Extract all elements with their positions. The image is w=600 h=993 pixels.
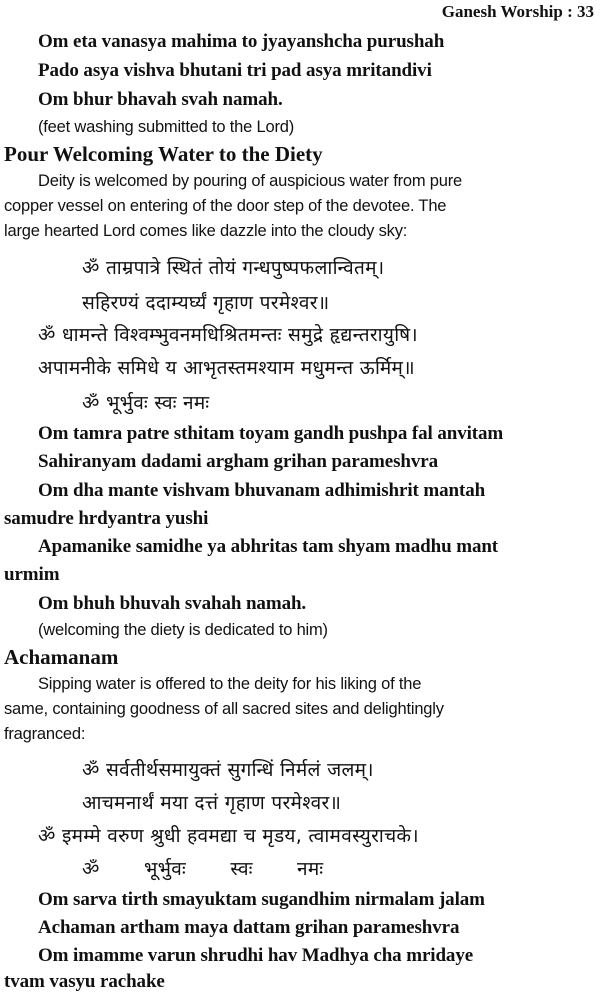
- sanskrit-line: सहिरण्यं ददाम्यर्घ्यं गृहाण परमेश्वर॥: [82, 292, 330, 314]
- sanskrit-line: ॐ भूर्भुवः स्वः नमः: [82, 392, 210, 414]
- running-head: Ganesh Worship : 33: [441, 2, 594, 21]
- sanskrit-line: अपामनीके समिधे य आभृतस्तमश्याम मधुमन्त ऊर्मिम्॥: [38, 357, 415, 379]
- sanskrit-line: ॐ सर्वतीर्थसमायुक्तं सुगन्धिं निर्मलं जलम्।: [82, 759, 374, 781]
- paragraph-line: large hearted Lord comes like dazzle into the cloudy sky:: [4, 222, 408, 240]
- sanskrit-line: ॐ भूर्भुवः स्वः नमः: [82, 858, 324, 880]
- verse-line: Om bhur bhavah svah namah.: [38, 89, 283, 110]
- section-heading: Achamanam: [4, 645, 119, 669]
- section-heading: Pour Welcoming Water to the Diety: [4, 142, 323, 166]
- verse-line: Pado asya vishva bhutani tri pad asya mritandivi: [38, 60, 432, 81]
- paragraph-line: Sipping water is offered to the deity for his liking of the: [38, 675, 422, 693]
- verse-line: Achaman artham maya dattam grihan parameshvra: [38, 917, 460, 938]
- verse-line: tvam vasyu rachake: [4, 971, 165, 992]
- verse-line: Om bhuh bhuvah svahah namah.: [38, 593, 307, 614]
- sanskrit-line: आचमनार्थं मया दत्तं गृहाण परमेश्वर॥: [82, 792, 342, 814]
- sanskrit-line: ॐ धामन्ते विश्वम्भुवनमधिश्रितमन्तः समुद्रे हृद्यन्तरायुषि।: [38, 324, 418, 346]
- verse-line: Om dha mante vishvam bhuvanam adhimishrit mantah: [38, 480, 486, 501]
- sanskrit-line: ॐ इमम्मे वरुण श्रुधी हवमद्या च मृडय, त्वामवस्युराचके।: [38, 825, 419, 847]
- paragraph-line: same, containing goodness of all sacred sites and delightingly: [4, 700, 444, 718]
- verse-line: Om tamra patre sthitam toyam gandh pushpa fal anvitam: [38, 423, 504, 444]
- verse-line: Om sarva tirth smayuktam sugandhim nirmalam jalam: [38, 889, 485, 910]
- verse-line: urmim: [4, 564, 60, 585]
- paragraph-line: fragranced:: [4, 725, 86, 743]
- verse-line: Sahiranyam dadami argham grihan parameshvra: [38, 451, 439, 472]
- note-line: (feet washing submitted to the Lord): [38, 118, 295, 136]
- verse-line: samudre hrdyantra yushi: [4, 508, 209, 529]
- note-line: (welcoming the diety is dedicated to him): [38, 621, 328, 639]
- sanskrit-line: ॐ ताम्रपात्रे स्थितं तोयं गन्धपुष्पफलान्वितम्।: [82, 257, 385, 279]
- verse-line: Om eta vanasya mahima to jyayanshcha purushah: [38, 31, 445, 52]
- paragraph-line: Deity is welcomed by pouring of auspicious water from pure: [38, 172, 463, 190]
- verse-line: Om imamme varun shrudhi hav Madhya cha mridaye: [38, 945, 474, 966]
- paragraph-line: copper vessel on entering of the door step of the devotee. The: [4, 197, 447, 215]
- verse-line: Apamanike samidhe ya abhritas tam shyam madhu mant: [38, 536, 499, 557]
